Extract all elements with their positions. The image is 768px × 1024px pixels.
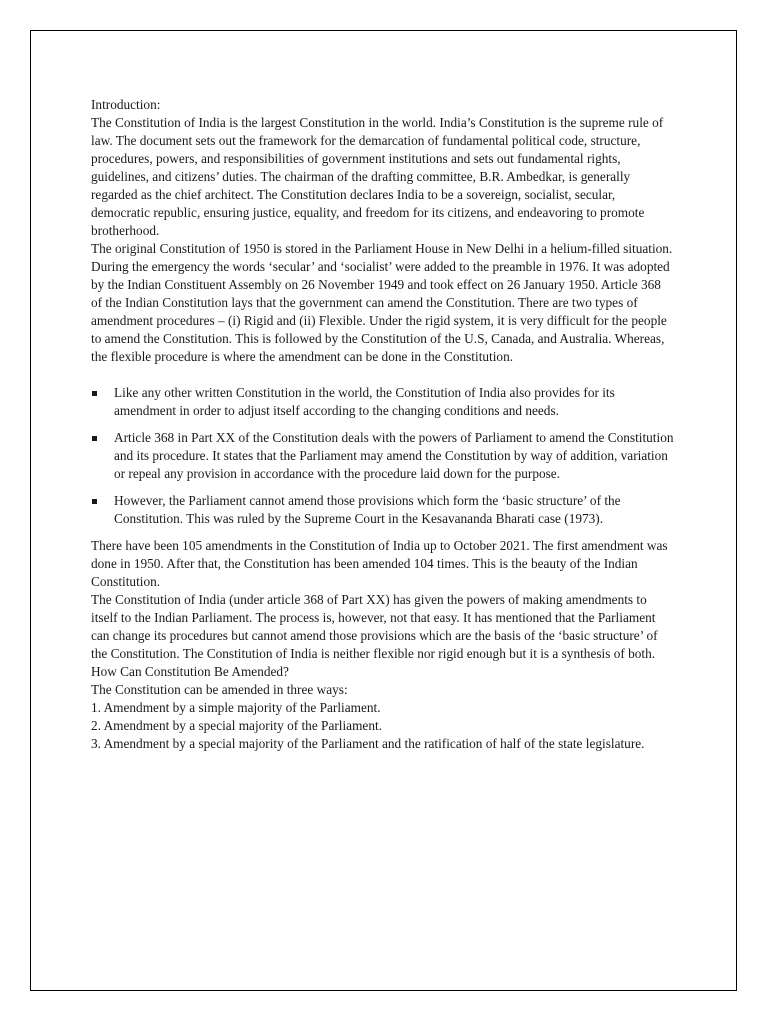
list-item bbox=[91, 384, 674, 420]
paragraph-amendment-count: There have been 105 amendments in the Constitution of India up to October 2021. The first amendment was done in 1950. After that, the Constitution has been amended 104 times. This is the beauty of the Indian Constitution. bbox=[91, 538, 668, 589]
list-item bbox=[91, 429, 674, 483]
paragraph-intro: The Constitution of India is the largest Constitution in the world. India’s Constitution is the supreme rule of law. The document sets out the framework for the demarcation of fundamental political code, structure, procedures, powers, and responsibilities of government institutions and sets out fundamental rights, guidelines, and citizens’ duties. The chairman of the drafting committee, B.R. Ambedkar, is generally regarded as the chief architect. The Constitution declares India to be a sovereign, socialist, secular, democratic republic, ensuring justice, equality, and freedom for its citizens, and endeavoring to promote brotherhood. bbox=[91, 115, 664, 238]
square-bullet-icon bbox=[91, 429, 101, 447]
subheading: How Can Constitution Be Amended? bbox=[91, 664, 289, 679]
method-item: 2. Amendment by a special majority of the Parliament. bbox=[91, 718, 382, 733]
document-page bbox=[30, 30, 737, 991]
paragraph-amendment-powers: The Constitution of India (under article 368 of Part XX) has given the powers of making amendments to itself to the Indian Parliament. The process is, however, not that easy. It has mentioned that the Parliament can change its procedures but cannot amend those provisions which are the basis of the ‘basic structure’ of the Constitution. The Constitution of India is neither flexible nor rigid enough but it is a synthesis of both. bbox=[91, 592, 658, 661]
list-item-text: Article 368 in Part XX of the Constitution deals with the powers of Parliament to amend the Constitution and its procedure. It states that the Parliament may amend the Constitution by way of addition, variation or repeal any provision in accordance with the procedure laid down for the purpose. bbox=[114, 430, 674, 481]
square-bullet-icon bbox=[91, 492, 101, 510]
amendment-methods bbox=[91, 663, 674, 753]
list-item-text: Like any other written Constitution in the world, the Constitution of India also provides for its amendment in order to adjust itself according to the changing conditions and needs. bbox=[114, 385, 615, 418]
paragraph-original-constitution: The original Constitution of 1950 is stored in the Parliament House in New Delhi in a helium-filled situation. During the emergency the words ‘secular’ and ‘socialist’ were added to the preamble in 1976. It was adopted by the Indian Constituent Assembly on 26 November 1949 and took effect on 26 January 1950. Article 368 of the Indian Constitution lays that the government can amend the Constitution. There are two types of amendment procedures – (i) Rigid and (ii) Flexible. Under the rigid system, it is very difficult for the people to amend the Constitution. This is followed by the Constitution of the U.S, Canada, and Australia. Whereas, the flexible procedure is where the amendment can be done in the Constitution. bbox=[91, 241, 673, 364]
document-body bbox=[91, 96, 674, 753]
list-item-text: However, the Parliament cannot amend those provisions which form the ‘basic structure’ of the Constitution. This was ruled by the Supreme Court in the Kesavananda Bharati case (1973). bbox=[114, 493, 621, 526]
methods-intro: The Constitution can be amended in three ways: bbox=[91, 682, 348, 697]
list-item bbox=[91, 492, 674, 528]
bullet-list bbox=[91, 384, 674, 528]
method-item: 1. Amendment by a simple majority of the Parliament. bbox=[91, 700, 381, 715]
section-heading: Introduction: bbox=[91, 97, 161, 112]
square-bullet-icon bbox=[91, 384, 101, 402]
method-item: 3. Amendment by a special majority of the Parliament and the ratification of half of the state legislature. bbox=[91, 736, 645, 751]
